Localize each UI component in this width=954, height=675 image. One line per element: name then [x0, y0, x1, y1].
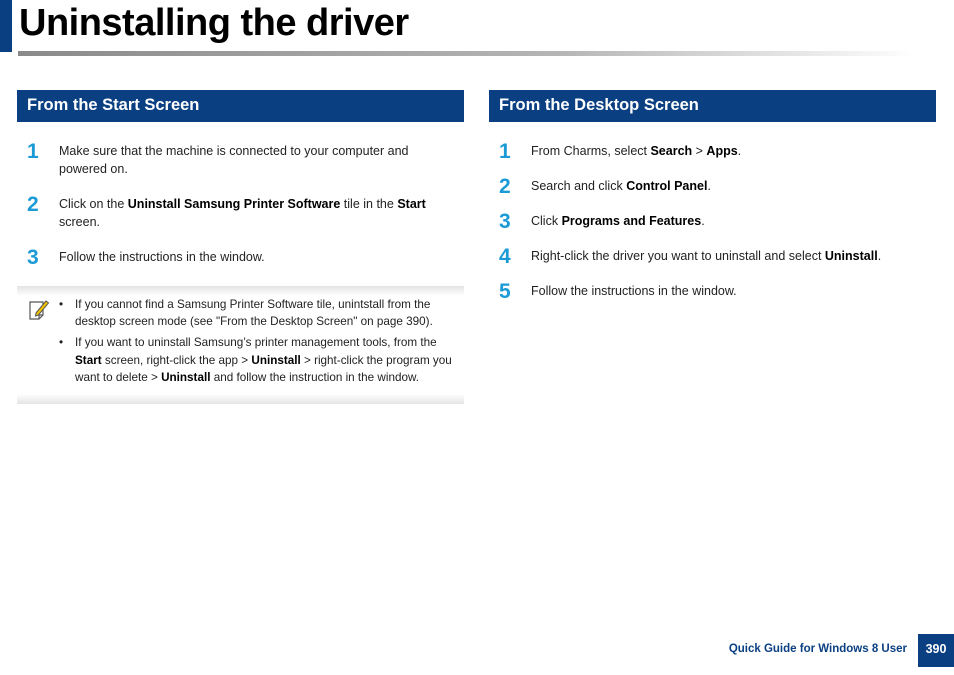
step-text: Right-click the driver you want to uninstall and select Uninstall. [531, 249, 882, 263]
step-number: 3 [27, 246, 39, 269]
step-text: Search and click Control Panel. [531, 179, 711, 193]
section-header: From the Desktop Screen [489, 90, 936, 122]
step-number: 2 [499, 175, 511, 198]
step-number: 2 [27, 193, 39, 216]
step-text: Follow the instructions in the window. [531, 284, 737, 298]
step-text: Make sure that the machine is connected to your computer and powered on. [59, 144, 409, 176]
step-number: 1 [27, 140, 39, 163]
title-divider [18, 51, 918, 56]
step-text: Follow the instructions in the window. [59, 250, 265, 264]
page-number: 390 [918, 634, 954, 667]
page-title: Uninstalling the driver [19, 2, 409, 44]
step-text: Click on the Uninstall Samsung Printer Software tile in the Start screen. [59, 197, 426, 229]
step-number: 5 [499, 280, 511, 303]
step-number: 4 [499, 245, 511, 268]
desktop-screen-section [489, 90, 936, 303]
start-screen-section [17, 90, 464, 384]
step-number: 1 [499, 140, 511, 163]
page-edge-bar [0, 0, 12, 52]
note-pencil-icon [27, 298, 49, 320]
footer-guide-label: Quick Guide for Windows 8 User [728, 643, 907, 655]
step-text: Click Programs and Features. [531, 214, 705, 228]
section-header: From the Start Screen [17, 90, 464, 122]
note-box: • If you cannot find a Samsung Printer Software tile, unintstall from the desktop screen mode (see "From the Desktop Screen" on page 390). • If you want to uninstall Samsung’s printer management tools, from the Start screen, right-click the app > Uninstall > right-click the program you want to delete > Uninstall and follow the instruction in the window. [17, 286, 464, 404]
step-number: 3 [499, 210, 511, 233]
step-text: From Charms, select Search > Apps. [531, 144, 742, 158]
